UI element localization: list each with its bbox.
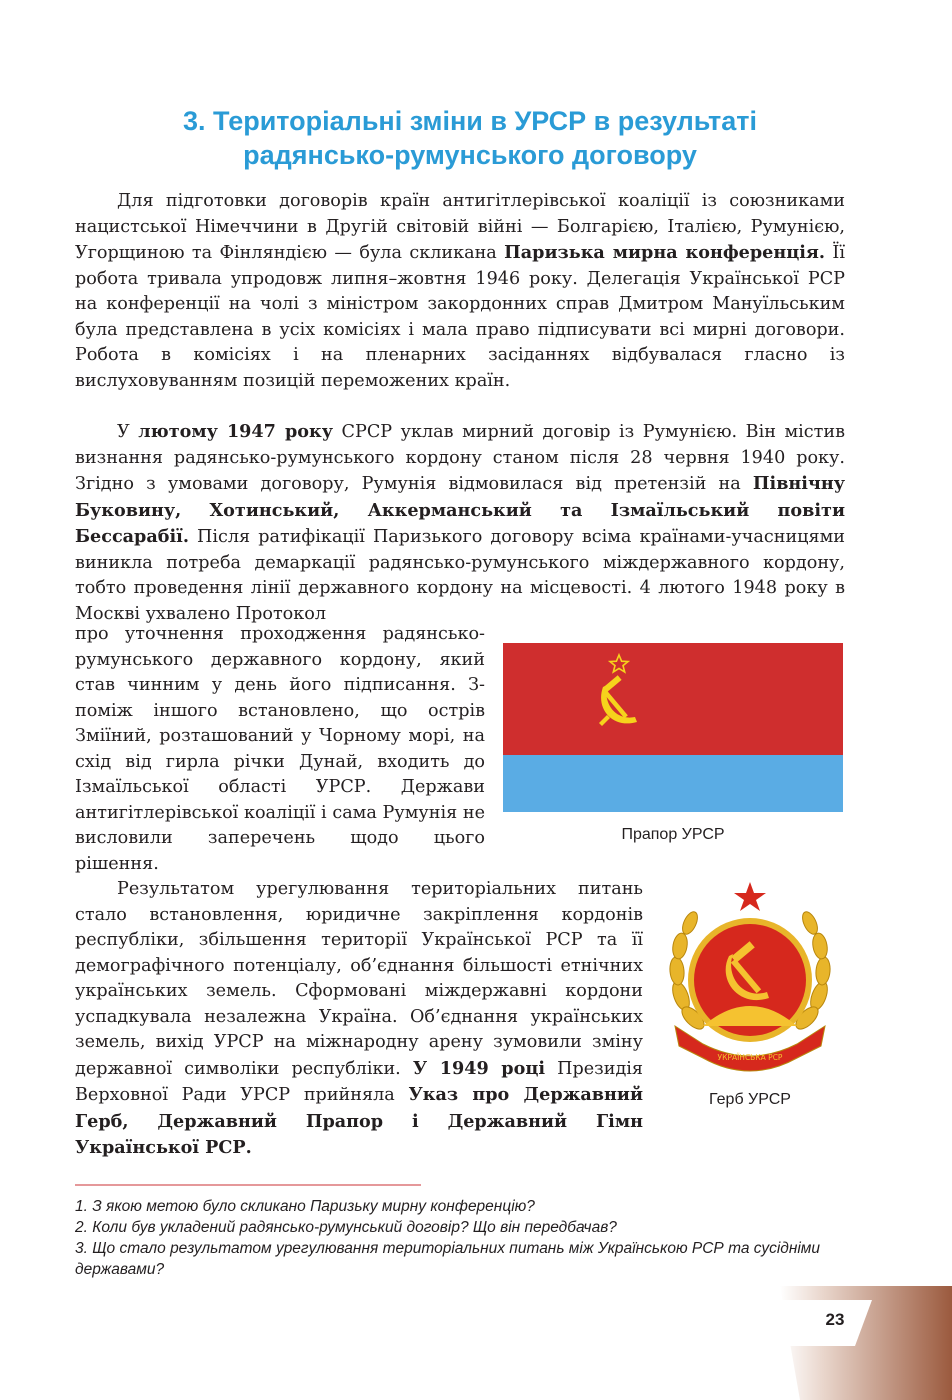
paragraph-3-text-a: Результатом урегулювання територіальних питань стало встановлення, юридичне закріплення кордонів республіки, збільшення території Української РСР та її демографічного потенціалу, об’єднання більшості етнічних українських земель. Сформовані міждержавні кордони успадкувала незалежна Україна. Об’єднання українських земель, вихід УРСР на міжнародну арену зумовили зміну державної символіки республіки. (75, 879, 643, 1079)
flag-caption: Прапор УРСР (621, 826, 725, 843)
heading-line-2: радянсько-румунського договору (243, 140, 697, 170)
paragraph-3-bold-b: Указ про Державний Герб, Державний Прапор і Державний Гімн Української РСР. (75, 1084, 643, 1158)
paragraph-2-continued-text: про уточнення проходження радянсько-румунського державного кордону, який став чинним у день його підписання. З-поміж іншого встановлено, що острів Зміїний, розташований у Чорному морі, на схід від гирла річки Дунай, входить до Ізмаїльської області УРСР. Держави антигітлерівської коаліції і сама Румунія не висловили заперечень щодо цього рішення. (75, 624, 485, 874)
page-number: 23 (825, 1310, 845, 1329)
paragraph-3-bold-a: У 1949 році (412, 1057, 546, 1079)
coat-of-arms-ussr-ukraine (663, 876, 837, 1080)
question-1: 1. З якою метою було скликано Паризьку мирну конференцію? (75, 1198, 535, 1215)
star-icon (734, 882, 766, 911)
paragraph-1-bold-a: Паризька мирна конференція. (504, 242, 826, 263)
paragraph-2-text-a: У (117, 422, 139, 442)
paragraph-2-text-b: СРСР уклав мирний договір із Румунією. Він містив визнання радянсько-румунського кордону станом після 28 червня 1940 року. Згідно з умовами договору, Румунія відмовилася від претензій на (75, 422, 845, 494)
emblem-ribbon-text: УКРАЇНСЬКА РСР (717, 1053, 783, 1062)
question-3: 3. Що стало результатом урегулювання територіальних питань між Українською РСР та сусідніми державами? (75, 1240, 821, 1278)
flag-ussr-ukraine (503, 643, 843, 812)
question-2: 2. Коли був укладений радянсько-румунський договір? Що він передбачав? (75, 1219, 617, 1236)
paragraph-2-bold-b: Північну Буковину, Хотинський, Аккерманський та Ізмаїльський повіти Бессарабії. (75, 473, 845, 547)
paragraph-3-text-b: Президія Верховної Ради УРСР прийняла (75, 1058, 643, 1105)
heading-line-1: 3. Територіальні зміни в УРСР в результаті (183, 106, 757, 136)
paragraph-1 (75, 189, 845, 394)
paragraph-3 (75, 877, 643, 1162)
paragraph-1-text-b: Її робота тривала упродовж липня–жовтня 1946 року. Делегація Української РСР на конференції на чолі з міністром закордонних справ Дмитром Мануїльським була представлена в усіх комісіях і мала право підписувати всі мирні договори. Робота в комісіях і на пленарних засіданнях відбувалася гласно із вислуховуванням позицій переможених країн. (75, 243, 846, 391)
divider-line (75, 1184, 421, 1186)
paragraph-1-text-a: Для підготовки договорів країн антигітлерівської коаліції із союзниками нацистської Німеччини в Другій світовій війні — Болгарією, Італією, Румунією, Угорщиною та Фінляндією — була скликана (75, 191, 845, 263)
paragraph-2-bold-a: лютому 1947 року (138, 421, 333, 442)
paragraph-2-continued (75, 622, 485, 877)
paragraph-2 (75, 419, 845, 627)
review-questions (75, 1196, 865, 1280)
page-corner-decoration (0, 1286, 952, 1400)
section-heading (80, 104, 860, 172)
emblem-caption: Герб УРСР (709, 1091, 791, 1108)
paragraph-2-text-c: Після ратифікації Паризького договору всіма країнами-учасницями виникла потреба демаркації радянсько-румунського міждержавного кордону, тобто проведення лінії державного кордону на місцевості. 4 лютого 1948 року в Москві ухвалено Протокол (75, 527, 845, 624)
